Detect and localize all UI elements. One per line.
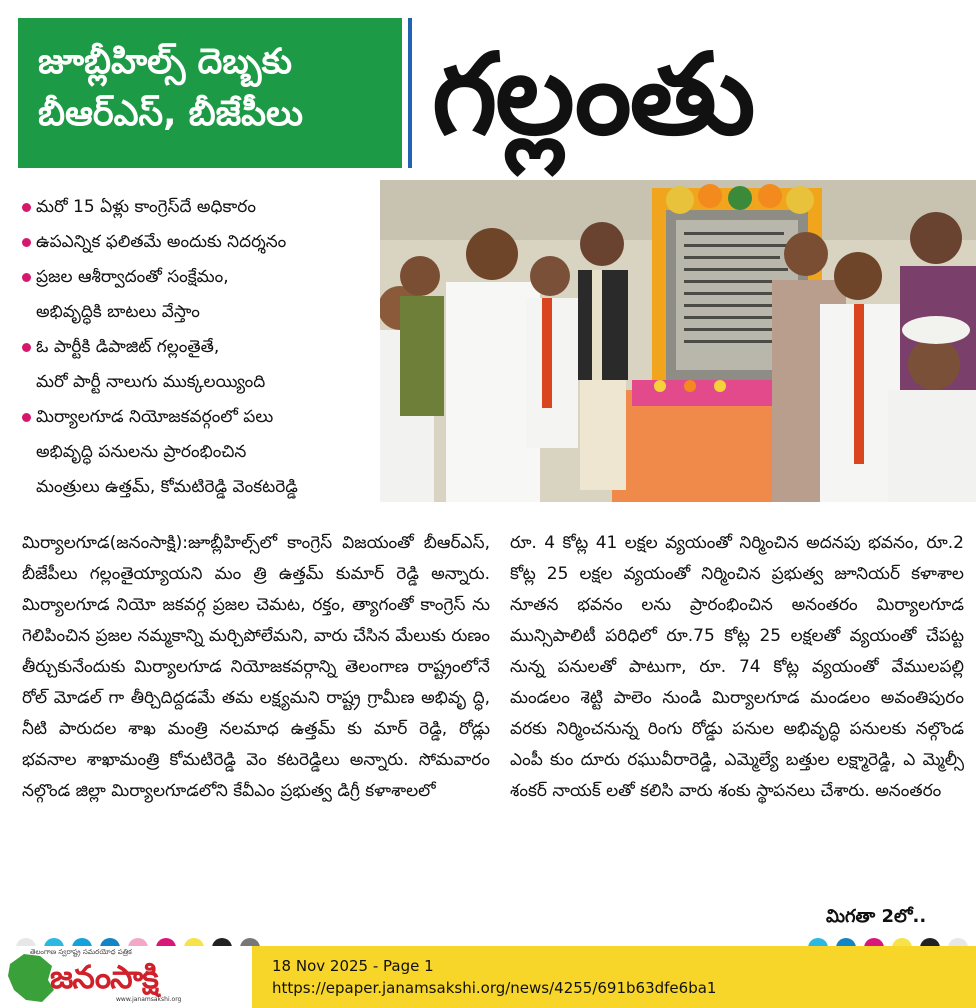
article-paragraph: మిర్యాలగూడ(జనంసాక్షి):జూబ్లీహిల్స్‌లో కాంగ్రెస్ విజయంతో బీఆర్ఎస్, బీజేపీలు గల్లంతైయ్యాయని మం త్రి ఉత్తమ్ కుమార్ రెడ్డి అన్నారు. మిర్యాలగూడ నియో జకవర్గ ప్రజల చెమట, రక్తం, త్యాగంతో కాంగ్రెస్ ను గెలిపించిన ప్రజల నమ్మకాన్ని మర్చిపోలేమని, వారు చేసిన మేలుకు రుణం తీర్చుకునేందుకు మిర్యాలగూడ నియోజకవర్గాన్ని తెలంగాణ రాష్ట్రంలోనే రోల్ మోడల్ గా తీర్చిదిద్దడమే తమ లక్ష్యమని రాష్ట్ర గ్రామీణ అభివృ ద్ధి, నీటి పారుదల శాఖ మంత్రి నలమాధ ఉత్తమ్ కు మార్ రెడ్డి, రోడ్లు భవనాల శాఖామంత్రి కోమటిరెడ్డి వెం కటరెడ్డిలు అన్నారు. సోమవారం నల్గొండ జిల్లా మిర్యాలగూడలోని కేవీఎం ప్రభుత్వ డిగ్రీ కళాశాలలో (22, 533, 490, 801)
main-headline: గల్లంతు (432, 30, 754, 160)
highlight-text: అభివృద్ధికి బాటలు వేస్తాం (36, 302, 200, 322)
highlight-text: మంత్రులు ఉత్తమ్, కోమటిరెడ్డి వెంకటరెడ్డి (36, 477, 298, 497)
bullet-dot-icon (22, 273, 31, 282)
highlight-text: అభివృద్ధి పనులను ప్రారంభించిన (36, 442, 247, 462)
bullet-dot-icon (22, 343, 31, 352)
bullet-dot-icon (22, 413, 31, 422)
article-column-right (510, 528, 964, 807)
headline-kicker-line-2: బీఆర్ఎస్, బీజేపీలు (38, 94, 303, 134)
article-column-left (22, 528, 490, 807)
logo-url: www.janamsakshi.org (116, 996, 182, 1003)
highlight-item (22, 190, 377, 225)
headline-kicker-line-1: జూబ్లీహిల్స్ దెబ్బకు (38, 42, 292, 82)
continued-on-page-link[interactable]: మిగతా 2లో.. (826, 906, 927, 927)
logo-tagline: తెలంగాణ స్వరాష్ట్ర సమరయోధ పత్రిక (30, 948, 132, 956)
highlight-text: ప్రజల ఆశీర్వాదంతో సంక్షేమం, (36, 267, 229, 287)
bullet-dot-icon (22, 238, 31, 247)
highlight-text: మరో పార్టీ నాలుగు ముక్కలయ్యింది (36, 372, 266, 392)
footer-text (272, 955, 716, 999)
highlights-list (22, 190, 377, 505)
highlight-item (22, 330, 377, 400)
edition-date-page: 18 Nov 2025 - Page 1 (272, 957, 434, 975)
news-photo (380, 180, 976, 502)
highlight-text: ఓ పార్టీకి డిపాజిట్ గల్లంతైతే, (36, 337, 220, 357)
logo-name: జనంసాక్షి (50, 958, 158, 996)
article-paragraph: రూ. 4 కోట్ల 41 లక్షల వ్యయంతో నిర్మించిన అదనపు భవనం, రూ.2 కోట్ల 25 లక్షల వ్యయంతో నిర్మించిన ప్రభుత్వ జూనియర్ కళాశాల నూతన భవనం లను ప్రారంభించిన అనంతరం మిర్యాలగూడ మున్సిపాలిటీ పరిధిలో రూ.75 కోట్ల 25 లక్షలతో వ్యయంతో చేపట్ట నున్న పనులతో పాటుగా, రూ. 74 కోట్ల వ్యయంతో వేములపల్లి మండలం శెట్టి పాలెం నుండి మిర్యాలగూడ మండలం అవంతిపురం వరకు నిర్మించనున్న రింగు రోడ్డు పనుల అభివృద్ధి పనులకు నల్గొండ ఎంపీ కుం దూరు రఘువీరారెడ్డి, ఎమ్మెల్యే బత్తుల లక్ష్మారెడ్డి, ఎ మ్మెల్సీ శంకర్ నాయక్ లతో కలిసి వారు శంకు స్థాపనలు చేశారు. అనంతరం (510, 533, 964, 801)
highlight-text: ఉపఎన్నిక ఫలితమే అందుకు నిదర్శనం (36, 232, 287, 252)
highlight-item (22, 225, 377, 260)
highlight-item (22, 400, 377, 505)
article-url-link[interactable]: https://epaper.janamsakshi.org/news/4255/691b63dfe6ba1 (272, 979, 717, 997)
highlight-text: మిర్యాలగూడ నియోజకవర్గంలో పలు (36, 407, 274, 427)
bullet-dot-icon (22, 203, 31, 212)
highlight-text: మరో 15 ఏళ్లు కాంగ్రెస్‌దే అధికారం (36, 197, 256, 217)
headline-kicker-box (18, 18, 402, 168)
highlight-item (22, 260, 377, 330)
